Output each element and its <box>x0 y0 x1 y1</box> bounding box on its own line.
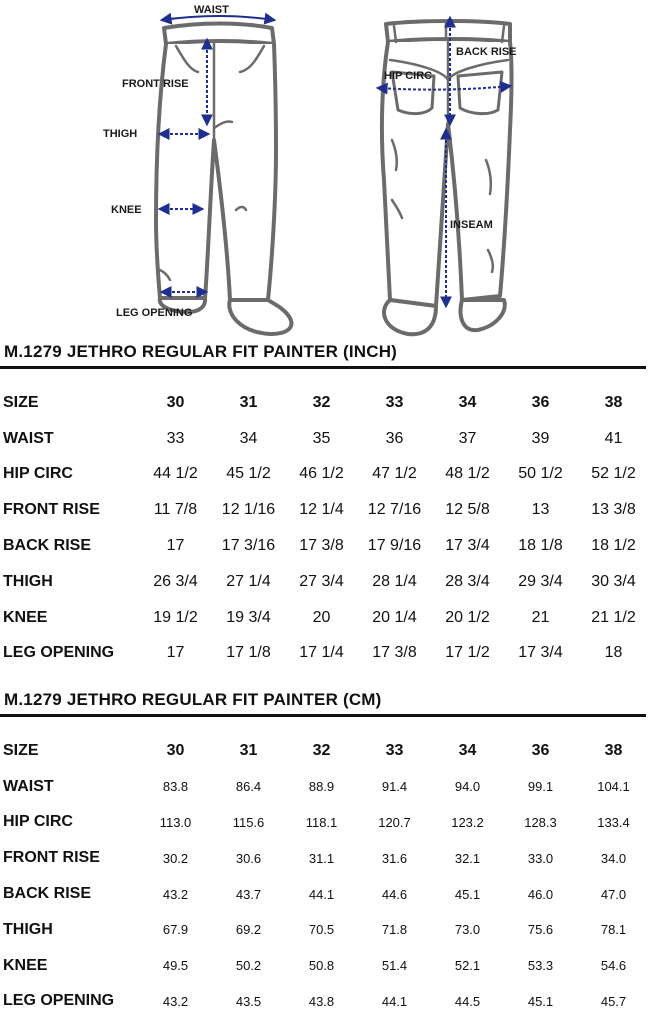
size-header-cell: 34 <box>458 741 477 759</box>
table-cell: 118.1 <box>305 814 338 830</box>
table-cell: 20 1/4 <box>372 608 417 626</box>
row-label: WAIST <box>3 429 54 447</box>
table-cell: 18 <box>604 644 623 662</box>
table-cell: 70.5 <box>308 922 335 938</box>
table-row <box>0 948 650 984</box>
waist-label: WAIST <box>194 4 229 16</box>
table-row <box>0 876 650 912</box>
table-row <box>0 769 650 805</box>
inch-section-divider <box>0 366 646 369</box>
table-cell: 71.8 <box>381 922 408 938</box>
size-header-cell: 36 <box>531 393 550 411</box>
row-label: THIGH <box>3 572 53 590</box>
row-label: BACK RISE <box>3 537 92 555</box>
table-cell: 12 7/16 <box>367 501 422 519</box>
front-pants-illustration <box>156 24 291 335</box>
table-cell: 54.6 <box>600 958 627 974</box>
table-cell: 12 1/4 <box>299 501 344 519</box>
table-cell: 120.7 <box>378 814 411 830</box>
table-cell: 21 1/2 <box>591 608 636 626</box>
table-row <box>0 492 650 528</box>
size-header-cell: 32 <box>312 741 331 759</box>
table-cell: 53.3 <box>527 958 554 974</box>
table-cell: 43.8 <box>308 993 335 1009</box>
size-header-cell: 38 <box>604 393 623 411</box>
table-cell: 17 1/2 <box>445 644 490 662</box>
table-cell: 45.1 <box>527 993 554 1009</box>
row-label: HIP CIRC <box>3 813 73 831</box>
table-cell: 83.8 <box>162 779 189 795</box>
row-label: FRONT RISE <box>3 849 100 867</box>
hip-circ-label: HIP CIRC <box>384 70 433 82</box>
table-row <box>0 600 650 636</box>
size-header-cell: 38 <box>604 741 623 759</box>
table-cell: 47.0 <box>600 886 627 902</box>
table-cell: 21 <box>531 608 550 626</box>
inch-size-table <box>0 385 650 671</box>
row-label: HIP CIRC <box>3 465 73 483</box>
table-cell: 67.9 <box>162 922 189 938</box>
back-rise-label: BACK RISE <box>456 46 517 58</box>
table-cell: 86.4 <box>235 779 262 795</box>
cm-size-table <box>0 733 650 1019</box>
table-cell: 43.2 <box>162 993 189 1009</box>
front-rise-label: FRONT RISE <box>122 78 189 90</box>
table-cell: 30.6 <box>235 850 262 866</box>
table-cell: 17 <box>166 537 185 555</box>
table-cell: 45.7 <box>600 993 627 1009</box>
table-cell: 49.5 <box>162 958 189 974</box>
row-label: SIZE <box>3 393 39 411</box>
table-cell: 128.3 <box>524 814 557 830</box>
table-cell: 17 <box>166 644 185 662</box>
table-cell: 17 9/16 <box>367 537 422 555</box>
table-cell: 36 <box>385 429 404 447</box>
table-cell: 43.2 <box>162 886 189 902</box>
size-header-cell: 33 <box>385 741 404 759</box>
table-cell: 39 <box>531 429 550 447</box>
size-header-cell: 30 <box>166 741 185 759</box>
row-label: SIZE <box>3 741 39 759</box>
table-cell: 43.7 <box>235 886 262 902</box>
table-cell: 12 5/8 <box>445 501 490 519</box>
table-cell: 44.1 <box>381 993 408 1009</box>
table-cell: 35 <box>312 429 331 447</box>
row-label: FRONT RISE <box>3 501 100 519</box>
table-cell: 13 3/8 <box>591 501 636 519</box>
table-row <box>0 912 650 948</box>
size-header-cell: 36 <box>531 741 550 759</box>
table-row <box>0 528 650 564</box>
table-cell: 17 3/8 <box>299 537 344 555</box>
table-row <box>0 564 650 600</box>
table-cell: 115.6 <box>232 814 265 830</box>
table-cell: 99.1 <box>527 779 554 795</box>
row-label: LEG OPENING <box>3 992 115 1010</box>
table-cell: 73.0 <box>454 922 481 938</box>
table-cell: 27 3/4 <box>299 572 344 590</box>
table-cell: 50 1/2 <box>518 465 563 483</box>
table-cell: 17 3/16 <box>221 537 276 555</box>
table-cell: 51.4 <box>381 958 408 974</box>
size-header-cell: 33 <box>385 393 404 411</box>
table-cell: 45 1/2 <box>226 465 271 483</box>
table-cell: 28 1/4 <box>372 572 417 590</box>
table-cell: 20 1/2 <box>445 608 490 626</box>
table-cell: 69.2 <box>235 922 262 938</box>
table-cell: 33 <box>166 429 185 447</box>
table-cell: 28 3/4 <box>445 572 490 590</box>
table-cell: 13 <box>531 501 550 519</box>
table-cell: 17 3/4 <box>518 644 563 662</box>
thigh-label: THIGH <box>103 128 138 140</box>
table-cell: 48 1/2 <box>445 465 490 483</box>
measurement-diagram <box>0 0 650 338</box>
table-cell: 32.1 <box>454 850 481 866</box>
table-cell: 123.2 <box>451 814 484 830</box>
table-cell: 19 3/4 <box>226 608 271 626</box>
row-label: WAIST <box>3 777 54 795</box>
table-cell: 11 7/8 <box>153 501 198 519</box>
size-header-cell: 30 <box>166 393 185 411</box>
table-row <box>0 421 650 457</box>
table-cell: 31.6 <box>381 850 408 866</box>
row-label: LEG OPENING <box>3 644 115 662</box>
knee-label: KNEE <box>111 204 142 216</box>
inch-section-title: M.1279 JETHRO REGULAR FIT PAINTER (INCH) <box>4 342 398 361</box>
table-row <box>0 984 650 1020</box>
table-cell: 78.1 <box>600 922 627 938</box>
table-cell: 19 1/2 <box>153 608 198 626</box>
table-cell: 41 <box>604 429 623 447</box>
table-row <box>0 457 650 493</box>
table-cell: 104.1 <box>597 779 630 795</box>
size-header-cell: 31 <box>239 741 258 759</box>
table-cell: 34 <box>239 429 258 447</box>
table-cell: 17 3/4 <box>445 537 490 555</box>
table-cell: 20 <box>312 608 331 626</box>
row-label: KNEE <box>3 608 48 626</box>
table-row <box>0 636 650 672</box>
table-row <box>0 840 650 876</box>
table-cell: 18 1/2 <box>591 537 636 555</box>
table-cell: 75.6 <box>527 922 554 938</box>
row-label: KNEE <box>3 956 48 974</box>
table-cell: 44.6 <box>381 886 408 902</box>
table-row <box>0 385 650 421</box>
table-cell: 12 1/16 <box>221 501 276 519</box>
table-cell: 44.1 <box>308 886 335 902</box>
size-header-cell: 31 <box>239 393 258 411</box>
table-cell: 29 3/4 <box>518 572 563 590</box>
table-row <box>0 733 650 769</box>
table-cell: 17 1/8 <box>226 644 271 662</box>
table-cell: 26 3/4 <box>153 572 198 590</box>
table-cell: 52 1/2 <box>591 465 636 483</box>
table-cell: 50.2 <box>235 958 262 974</box>
cm-section-title: M.1279 JETHRO REGULAR FIT PAINTER (CM) <box>4 690 382 709</box>
table-cell: 45.1 <box>454 886 481 902</box>
table-cell: 27 1/4 <box>226 572 271 590</box>
size-header-cell: 32 <box>312 393 331 411</box>
table-cell: 17 3/8 <box>372 644 417 662</box>
row-label: THIGH <box>3 920 53 938</box>
table-cell: 34.0 <box>600 850 627 866</box>
table-cell: 88.9 <box>308 779 335 795</box>
table-cell: 94.0 <box>454 779 481 795</box>
table-cell: 31.1 <box>308 850 335 866</box>
table-cell: 113.0 <box>159 814 192 830</box>
table-cell: 17 1/4 <box>299 644 344 662</box>
table-cell: 37 <box>458 429 477 447</box>
table-cell: 33.0 <box>527 850 554 866</box>
table-cell: 46.0 <box>527 886 554 902</box>
table-cell: 30.2 <box>162 850 189 866</box>
leg-opening-label: LEG OPENING <box>116 307 193 319</box>
table-cell: 91.4 <box>381 779 408 795</box>
table-cell: 30 3/4 <box>591 572 636 590</box>
cm-section-divider <box>0 714 646 717</box>
size-header-cell: 34 <box>458 393 477 411</box>
inseam-label: INSEAM <box>450 219 493 231</box>
table-cell: 52.1 <box>454 958 481 974</box>
table-cell: 44 1/2 <box>153 465 198 483</box>
row-label: BACK RISE <box>3 885 92 903</box>
table-cell: 43.5 <box>235 993 262 1009</box>
table-cell: 46 1/2 <box>299 465 344 483</box>
table-cell: 47 1/2 <box>372 465 417 483</box>
table-cell: 133.4 <box>597 814 630 830</box>
table-cell: 50.8 <box>308 958 335 974</box>
table-cell: 44.5 <box>454 993 481 1009</box>
table-row <box>0 805 650 841</box>
table-cell: 18 1/8 <box>518 537 563 555</box>
